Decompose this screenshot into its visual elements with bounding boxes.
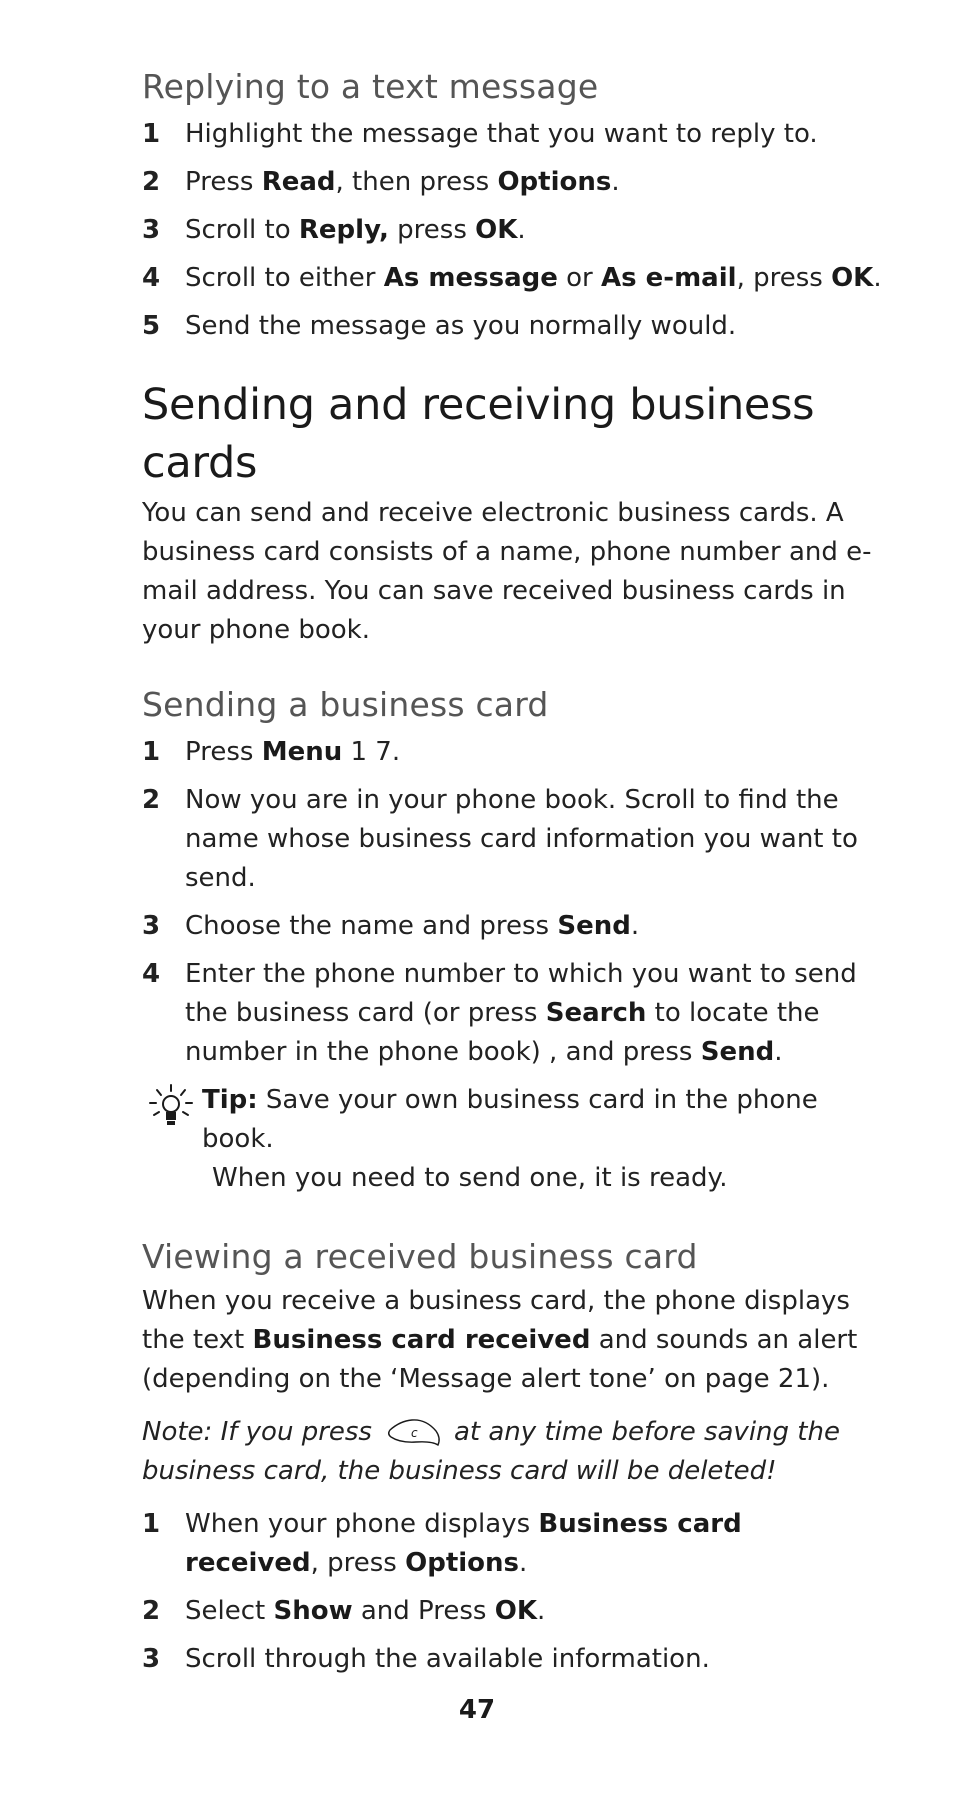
bold-term: OK: [475, 215, 518, 245]
text-run: When your phone displays: [185, 1509, 539, 1539]
list-item: [142, 211, 882, 250]
note-text-before: Note: If you press: [142, 1417, 372, 1447]
list-item: [142, 115, 882, 154]
delete-note: [142, 1413, 882, 1491]
lightbulb-icon: [148, 1083, 194, 1131]
bold-term: Reply,: [298, 215, 389, 245]
tip-text-1: Save your own business card in the phone book.: [202, 1085, 818, 1154]
step-number: 2: [142, 1596, 161, 1626]
text-run: Select: [185, 1596, 274, 1626]
bold-term: Options: [497, 167, 612, 197]
step-number: 1: [142, 119, 161, 149]
bold-term: Business card received: [185, 1509, 742, 1578]
text-run: to locate the number in the phone book) , and press: [185, 998, 820, 1067]
tip-line-2: When you need to send one, it is ready.: [212, 1163, 728, 1193]
text-run: Scroll to: [185, 215, 299, 245]
step-text: [185, 263, 882, 293]
page-number: 47: [458, 1695, 496, 1725]
text-run: Send the message as you normally would.: [185, 311, 737, 341]
text-run: , then press: [335, 167, 498, 197]
step-number: 5: [142, 311, 161, 341]
business-cards-heading: Sending and receiving business cards: [142, 380, 815, 488]
list-item: [142, 907, 882, 946]
step-number: 1: [142, 1509, 161, 1539]
step-text: [185, 215, 526, 245]
step-number: 3: [142, 1644, 161, 1674]
text-run: Now you are in your phone book. Scroll to find the name whose business card information you want to send.: [185, 785, 858, 893]
text-run: 1 7.: [342, 737, 401, 767]
viewing-steps: [142, 1505, 882, 1679]
bold-term: OK: [494, 1596, 537, 1626]
step-text: [185, 167, 620, 197]
step-text: [185, 737, 400, 767]
step-number: 2: [142, 785, 161, 815]
bold-term: Read: [261, 167, 336, 197]
list-item: [142, 955, 882, 1072]
list-item: [142, 163, 882, 202]
step-number: 4: [142, 959, 161, 989]
step-text: [185, 1509, 742, 1578]
text-run: .: [774, 1037, 783, 1067]
step-number: 2: [142, 167, 161, 197]
step-number: 1: [142, 737, 161, 767]
text-run: .: [611, 167, 620, 197]
bold-term: As e-mail: [601, 263, 737, 293]
tip-line-1: [202, 1085, 818, 1154]
clear-key-icon: [386, 1418, 442, 1448]
step-number: 3: [142, 215, 161, 245]
tip-box: [142, 1081, 882, 1198]
list-item: [142, 733, 882, 772]
list-item: [142, 1592, 882, 1631]
viewing-intro: [142, 1282, 882, 1399]
bold-term: Business card received: [252, 1325, 591, 1355]
business-cards-intro: You can send and receive electronic business cards. A business card consists of a name, phone number and e-mail address. You can save received business cards in your phone book.: [142, 498, 872, 645]
bold-term: Send: [700, 1037, 775, 1067]
text-run: Press: [185, 167, 262, 197]
bold-term: As message: [383, 263, 558, 293]
viewing-heading: Viewing a received business card: [142, 1237, 698, 1276]
text-run: Enter the phone number to which you want to send the business card (or press: [185, 959, 857, 1028]
reply-steps: [142, 115, 882, 346]
text-run: and sounds an alert (depending on the ‘Message alert tone’ on page 21).: [142, 1325, 858, 1394]
reply-heading: Replying to a text message: [142, 67, 599, 106]
step-text: [185, 959, 857, 1067]
note-text-after: at any time before saving the business card, the business card will be deleted!: [142, 1417, 840, 1486]
list-item: [142, 1505, 882, 1583]
clear-key-letter: c: [410, 1425, 418, 1440]
step-text: [185, 311, 736, 341]
text-run: Choose the name and press: [185, 911, 558, 941]
text-run: .: [519, 1548, 528, 1578]
text-run: Press: [185, 737, 262, 767]
text-run: Highlight the message that you want to reply to.: [185, 119, 818, 149]
bold-term: Search: [545, 998, 647, 1028]
step-text: [185, 119, 818, 149]
text-run: or: [557, 263, 602, 293]
text-run: press: [388, 215, 476, 245]
step-number: 4: [142, 263, 161, 293]
text-run: and Press: [352, 1596, 495, 1626]
list-item: [142, 781, 882, 898]
text-run: .: [630, 911, 640, 941]
tip-label: Tip:: [202, 1085, 258, 1115]
bold-term: Menu: [261, 737, 343, 767]
step-text: [185, 1596, 545, 1626]
list-item: [142, 259, 882, 298]
bold-term: Send: [557, 911, 631, 941]
text-run: When you receive a business card, the phone displays the text: [142, 1286, 850, 1355]
list-item: [142, 307, 882, 346]
text-run: , press: [736, 263, 832, 293]
bold-term: OK: [831, 263, 874, 293]
step-text: [185, 911, 639, 941]
step-text: [185, 785, 858, 893]
step-number: 3: [142, 911, 161, 941]
step-text: [185, 1644, 710, 1674]
manual-page: [142, 64, 882, 1688]
text-run: .: [873, 263, 882, 293]
text-run: Scroll through the available information.: [185, 1644, 710, 1674]
text-run: .: [537, 1596, 546, 1626]
text-run: .: [517, 215, 526, 245]
text-run: Scroll to either: [185, 263, 384, 293]
bold-term: Show: [273, 1596, 353, 1626]
list-item: [142, 1640, 882, 1679]
sending-heading: Sending a business card: [142, 685, 549, 724]
sending-steps: [142, 733, 882, 1072]
text-run: , press: [310, 1548, 406, 1578]
bold-term: Options: [405, 1548, 520, 1578]
